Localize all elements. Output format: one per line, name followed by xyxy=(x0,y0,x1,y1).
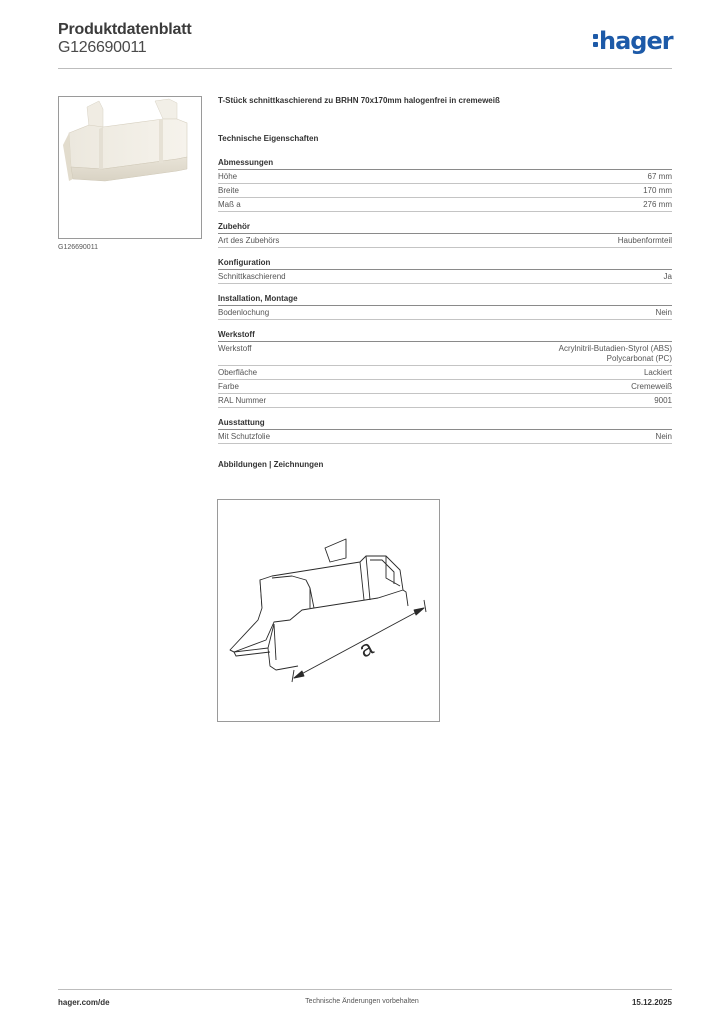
logo-dots-icon xyxy=(593,32,598,48)
section-title: Abmessungen xyxy=(218,158,672,170)
property-value: Nein xyxy=(655,432,672,441)
property-value: Haubenformteil xyxy=(617,236,672,245)
property-label: RAL Nummer xyxy=(218,396,267,405)
product-photo xyxy=(58,96,202,239)
property-label: Werkstoff xyxy=(218,344,252,353)
logo-text: hager xyxy=(599,27,673,55)
footer-divider xyxy=(58,989,672,990)
property-value: 170 mm xyxy=(643,186,672,195)
property-value: 67 mm xyxy=(647,172,672,181)
property-value: Cremeweiß xyxy=(631,382,672,391)
property-row xyxy=(218,366,672,380)
hager-logo xyxy=(593,27,673,55)
property-row xyxy=(218,170,672,184)
property-value-line: Polycarbonat (PC) xyxy=(606,354,672,363)
section-dimensions xyxy=(218,158,672,212)
property-value-line: Acrylnitril-Butadien-Styrol (ABS) xyxy=(558,344,672,353)
property-row xyxy=(218,394,672,408)
property-label: Bodenlochung xyxy=(218,308,270,317)
property-row xyxy=(218,342,672,366)
section-title: Installation, Montage xyxy=(218,294,672,306)
property-value: Ja xyxy=(663,272,672,281)
property-row xyxy=(218,380,672,394)
property-label: Höhe xyxy=(218,172,238,181)
footer-website-link[interactable]: hager.com/de xyxy=(58,998,110,1007)
property-row xyxy=(218,306,672,320)
property-label: Maß a xyxy=(218,200,241,209)
technical-drawing xyxy=(217,499,440,722)
t-piece-photo-image xyxy=(59,97,201,238)
property-row xyxy=(218,184,672,198)
section-equipment xyxy=(218,418,672,444)
property-row xyxy=(218,430,672,444)
section-title: Ausstattung xyxy=(218,418,672,430)
section-title: Zubehör xyxy=(218,222,672,234)
product-description: T-Stück schnittkaschierend zu BRHN 70x170mm halogenfrei in cremeweiß xyxy=(218,96,500,105)
property-label: Schnittkaschierend xyxy=(218,272,286,281)
section-title: Konfiguration xyxy=(218,258,672,270)
property-row xyxy=(218,234,672,248)
header-divider xyxy=(58,68,672,69)
property-value: 276 mm xyxy=(643,200,672,209)
section-accessory xyxy=(218,222,672,248)
article-number: G126690011 xyxy=(58,39,147,56)
property-row xyxy=(218,198,672,212)
footer-date: 15.12.2025 xyxy=(631,998,672,1007)
property-value: 9001 xyxy=(654,396,672,405)
property-value: Lackiert xyxy=(643,368,672,377)
property-label: Art des Zubehörs xyxy=(218,236,280,245)
property-value: Nein xyxy=(655,308,672,317)
section-title: Werkstoff xyxy=(218,330,672,342)
property-value xyxy=(559,344,672,364)
technical-properties-title: Technische Eigenschaften xyxy=(218,134,319,143)
photo-caption: G126690011 xyxy=(58,244,98,251)
main-content xyxy=(218,96,672,470)
property-label: Farbe xyxy=(218,382,239,391)
section-material xyxy=(218,330,672,408)
section-installation xyxy=(218,294,672,320)
t-piece-drawing-image xyxy=(218,500,439,721)
property-row xyxy=(218,270,672,284)
page-title: Produktdatenblatt xyxy=(58,21,192,38)
figures-title: Abbildungen | Zeichnungen xyxy=(218,460,324,469)
dimension-label-a: a xyxy=(354,634,378,663)
property-label: Mit Schutzfolie xyxy=(218,432,271,441)
footer-notice: Technische Änderungen vorbehalten xyxy=(305,998,419,1005)
property-label: Breite xyxy=(218,186,239,195)
property-label: Oberfläche xyxy=(218,368,258,377)
section-configuration xyxy=(218,258,672,284)
